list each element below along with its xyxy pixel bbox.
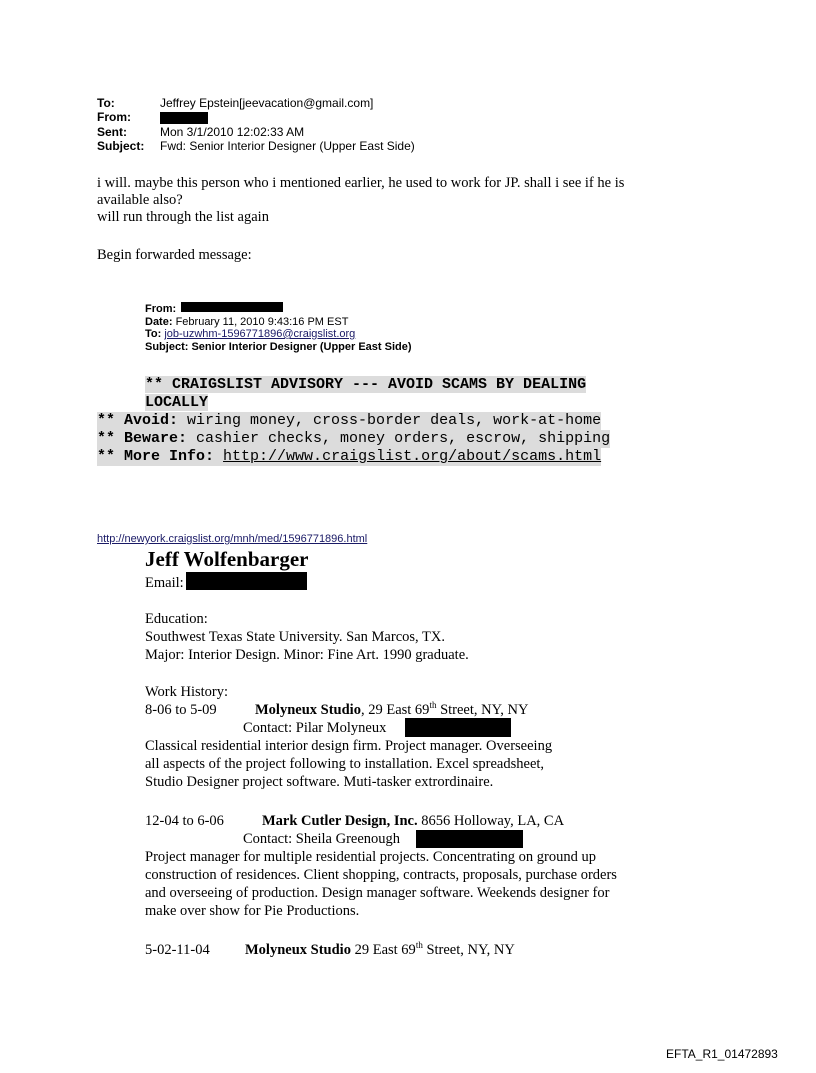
redaction-fwd-from	[181, 302, 283, 312]
fwd-from-label: From:	[145, 303, 177, 315]
sent-value: Mon 3/1/2010 12:02:33 AM	[160, 125, 305, 139]
to-label: To:	[97, 96, 115, 110]
message-body	[97, 175, 624, 226]
message-line: available also?	[97, 192, 183, 208]
fwd-to-label: To:	[145, 328, 162, 340]
job3-dates: 5-02-11-04	[145, 942, 210, 958]
advisory-more-info: ** More Info: http://www.craigslist.org/about/scams.html	[97, 448, 602, 465]
redaction-job1-contact	[405, 718, 511, 737]
advisory-beware: ** Beware: cashier checks, money orders, escrow, shipping	[97, 430, 611, 447]
subject-value: Fwd: Senior Interior Designer (Upper East Side)	[160, 139, 415, 153]
job1-description: Classical residential interior design firm. Project manager. Overseeing all aspects of the project following to installation. Excel spreadsheet, Studio Designer project software. Muti-tasker extrordinaire.	[145, 738, 553, 790]
resume-name: Jeff Wolfenbarger	[145, 547, 309, 571]
job2-title-line: Mark Cutler Design, Inc. 8656 Holloway, LA, CA	[262, 813, 565, 829]
redaction-email	[186, 572, 307, 590]
work-heading: Work History:	[145, 684, 229, 700]
education-major: Major: Interior Design. Minor: Fine Art. 1990 graduate.	[145, 647, 469, 663]
sent-label: Sent:	[97, 125, 127, 139]
job2-contact: Contact: Sheila Greenough	[243, 831, 401, 847]
job3-title-line: Molyneux Studio 29 East 69th Street, NY, NY	[245, 940, 515, 958]
resume-email-label: Email:	[145, 575, 184, 591]
education-section	[145, 610, 469, 664]
fwd-date-label: Date:	[145, 315, 173, 328]
redaction-job2-contact	[416, 830, 523, 848]
to-value: Jeffrey Epstein[jeevacation@gmail.com]	[160, 96, 374, 110]
job2-dates: 12-04 to 6-06	[145, 813, 224, 829]
message-line: i will. maybe this person who i mentioned earlier, he used to work for JP. shall i see if he is	[97, 175, 625, 191]
fwd-date-value: February 11, 2010 9:43:16 PM EST	[175, 315, 349, 328]
fwd-subject-value: Senior Interior Designer (Upper East Side)	[191, 340, 412, 353]
subject-label: Subject:	[97, 139, 145, 153]
message-line: will run through the list again	[97, 209, 269, 225]
fwd-to-link[interactable]: job-uzwhm-1596771896@craigslist.org	[164, 328, 356, 340]
job1-title-line: Molyneux Studio, 29 East 69th Street, NY, NY	[255, 700, 529, 718]
from-label: From:	[97, 110, 131, 124]
education-heading: Education:	[145, 611, 208, 627]
advisory-line-1: ** CRAIGSLIST ADVISORY --- AVOID SCAMS BY DEALING	[145, 376, 587, 393]
advisory-line-2: LOCALLY	[145, 394, 209, 411]
job2-company: Mark Cutler Design, Inc.	[262, 813, 418, 829]
document-id: EFTA_R1_01472893	[666, 1047, 778, 1061]
education-school: Southwest Texas State University. San Marcos, TX.	[145, 629, 445, 645]
fwd-subject-label: Subject:	[145, 340, 189, 353]
advisory-avoid: ** Avoid: wiring money, cross-border deals, work-at-home	[97, 412, 602, 429]
begin-forwarded: Begin forwarded message:	[97, 247, 252, 263]
job3-company: Molyneux Studio	[245, 942, 351, 958]
scams-link[interactable]: http://www.craigslist.org/about/scams.html	[223, 448, 602, 465]
job1-contact: Contact: Pilar Molyneux	[243, 720, 387, 736]
job1-dates: 8-06 to 5-09	[145, 702, 217, 718]
posting-url-link[interactable]: http://newyork.craigslist.org/mnh/med/1596771896.html	[97, 533, 368, 545]
redaction-from	[160, 112, 208, 124]
job1-company: Molyneux Studio	[255, 702, 361, 718]
job2-description: Project manager for multiple residential projects. Concentrating on ground up construction of residences. Client shopping, contracts, proposals, purchase orders and overseeing of production. Design manager software. Weekends designer for make over show for Pie Productions.	[145, 849, 617, 919]
